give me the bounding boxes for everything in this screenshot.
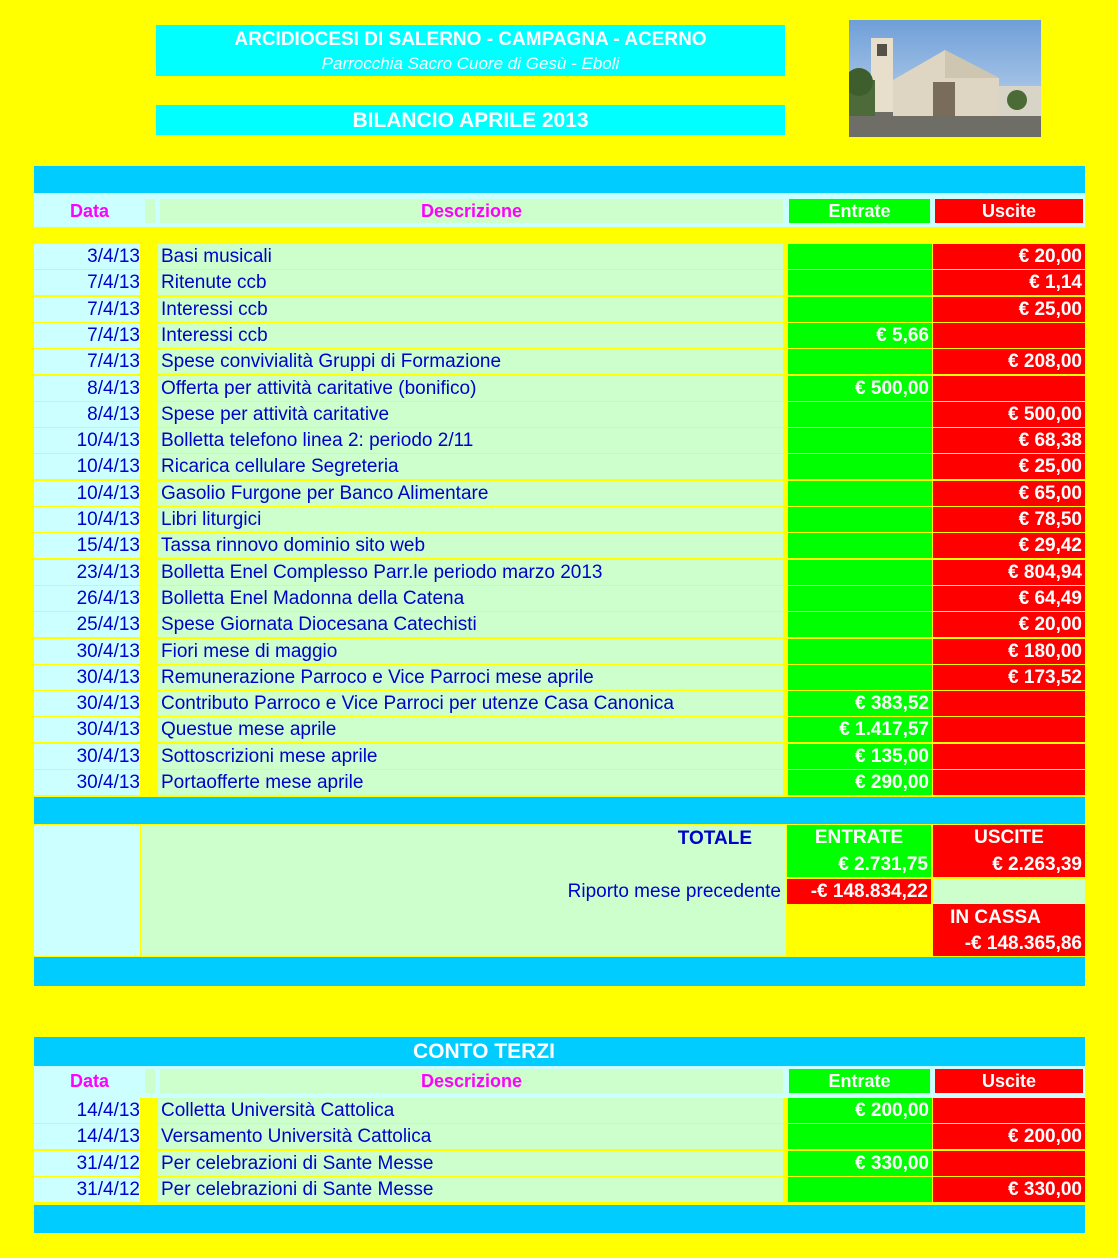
expense-total-label: USCITE <box>933 825 1085 877</box>
row-description: Spese per attività caritative <box>158 402 783 427</box>
report-title: BILANCIO APRILE 2013 <box>352 109 589 132</box>
row-date: 7/4/13 <box>34 270 140 295</box>
tp-col-desc-header: Descrizione <box>160 1069 783 1093</box>
table-row <box>34 244 1085 270</box>
table-row <box>34 665 1085 691</box>
row-income <box>788 639 932 664</box>
row-income <box>788 244 932 269</box>
row-date: 10/4/13 <box>34 454 140 479</box>
row-date: 10/4/13 <box>34 428 140 453</box>
col-separator <box>145 199 155 223</box>
row-date: 26/4/13 <box>34 586 140 611</box>
row-expense: € 64,49 <box>933 586 1085 611</box>
row-date: 30/4/13 <box>34 691 140 716</box>
totals-left-cell <box>34 825 140 956</box>
table-row <box>34 1151 1085 1177</box>
row-description: Ritenute ccb <box>158 270 783 295</box>
row-income <box>788 1177 932 1202</box>
row-expense <box>933 744 1085 769</box>
row-income: € 383,52 <box>788 691 932 716</box>
row-expense: € 25,00 <box>933 297 1085 322</box>
row-description: Interessi ccb <box>158 323 783 348</box>
row-income <box>788 560 932 585</box>
expense-total-value: € 2.263,39 <box>992 854 1082 875</box>
row-expense <box>933 717 1085 742</box>
third-party-title: CONTO TERZI <box>413 1040 555 1063</box>
row-description: Sottoscrizioni mese aprile <box>158 744 783 769</box>
row-description: Basi musicali <box>158 244 783 269</box>
table-row <box>34 586 1085 612</box>
row-date: 25/4/13 <box>34 612 140 637</box>
table-row <box>34 402 1085 428</box>
table-top-bar <box>34 166 1085 193</box>
row-description: Offerta per attività caritative (bonifico) <box>158 376 783 401</box>
row-income <box>788 665 932 690</box>
table-row <box>34 507 1085 533</box>
col-desc-header: Descrizione <box>160 199 783 223</box>
table-row <box>34 533 1085 559</box>
table-row <box>34 717 1085 743</box>
rows-bottom-bar <box>34 797 1085 824</box>
row-expense: € 25,00 <box>933 454 1085 479</box>
row-income <box>788 1124 932 1149</box>
row-income: € 200,00 <box>788 1098 932 1123</box>
row-date: 30/4/13 <box>34 717 140 742</box>
row-description: Fiori mese di maggio <box>158 639 783 664</box>
row-income <box>788 428 932 453</box>
table-row <box>34 481 1085 507</box>
row-description: Colletta Università Cattolica <box>158 1098 783 1123</box>
cash-label: IN CASSA <box>950 907 1041 928</box>
row-date: 31/4/12 <box>34 1177 140 1202</box>
diocese-header <box>156 25 785 76</box>
row-date: 30/4/13 <box>34 744 140 769</box>
row-date: 14/4/13 <box>34 1098 140 1123</box>
row-income <box>788 270 932 295</box>
row-description: Questue mese aprile <box>158 717 783 742</box>
parish-name: Parrocchia Sacro Cuore di Gesù - Eboli <box>321 54 620 73</box>
table-row <box>34 323 1085 349</box>
row-description: Libri liturgici <box>158 507 783 532</box>
row-description: Portaofferte mese aprile <box>158 770 783 795</box>
row-expense: € 173,52 <box>933 665 1085 690</box>
row-description: Versamento Università Cattolica <box>158 1124 783 1149</box>
table-row <box>34 612 1085 638</box>
row-income <box>788 454 932 479</box>
row-description: Per celebrazioni di Sante Messe <box>158 1177 783 1202</box>
row-expense <box>933 1098 1085 1123</box>
row-description: Per celebrazioni di Sante Messe <box>158 1151 783 1176</box>
income-total-label: ENTRATE <box>787 825 931 877</box>
tp-col-expense-header: Uscite <box>935 1069 1083 1093</box>
table-row <box>34 376 1085 402</box>
col-income-header: Entrate <box>789 199 930 223</box>
row-income <box>788 297 932 322</box>
row-expense <box>933 376 1085 401</box>
row-date: 7/4/13 <box>34 297 140 322</box>
report-title-box <box>156 105 785 135</box>
carry-expense-cell <box>933 879 1085 904</box>
row-description: Bolletta Enel Complesso Parr.le periodo marzo 2013 <box>158 560 783 585</box>
row-description: Remunerazione Parroco e Vice Parroci mese aprile <box>158 665 783 690</box>
row-expense: € 20,00 <box>933 244 1085 269</box>
row-date: 30/4/13 <box>34 665 140 690</box>
row-description: Contributo Parroco e Vice Parroci per utenze Casa Canonica <box>158 691 783 716</box>
table-row <box>34 691 1085 717</box>
row-description: Interessi ccb <box>158 297 783 322</box>
tp-bottom-bar <box>34 1205 1085 1233</box>
row-date: 7/4/13 <box>34 323 140 348</box>
diocese-title: ARCIDIOCESI DI SALERNO - CAMPAGNA - ACERNO <box>234 29 707 50</box>
row-expense: € 180,00 <box>933 639 1085 664</box>
row-expense <box>933 323 1085 348</box>
row-description: Ricarica cellulare Segreteria <box>158 454 783 479</box>
totals-bottom-bar <box>34 957 1085 986</box>
tp-col-date-header: Data <box>69 1071 109 1091</box>
row-date: 7/4/13 <box>34 349 140 374</box>
row-expense: € 208,00 <box>933 349 1085 374</box>
table-row <box>34 639 1085 665</box>
col-expense-header: Uscite <box>935 199 1083 223</box>
row-expense: € 1,14 <box>933 270 1085 295</box>
table-row <box>34 1098 1085 1124</box>
row-income <box>788 402 932 427</box>
row-expense: € 200,00 <box>933 1124 1085 1149</box>
row-income <box>788 612 932 637</box>
row-income: € 330,00 <box>788 1151 932 1176</box>
table-row <box>34 349 1085 375</box>
row-income <box>788 533 932 558</box>
row-date: 8/4/13 <box>34 402 140 427</box>
row-income: € 500,00 <box>788 376 932 401</box>
row-expense: € 500,00 <box>933 402 1085 427</box>
table-row <box>34 744 1085 770</box>
row-expense: € 330,00 <box>933 1177 1085 1202</box>
row-date: 30/4/13 <box>34 639 140 664</box>
table-row <box>34 270 1085 296</box>
row-expense <box>933 1151 1085 1176</box>
carry-label: Riporto mese precedente <box>567 881 781 902</box>
row-date: 10/4/13 <box>34 507 140 532</box>
row-date: 14/4/13 <box>34 1124 140 1149</box>
row-expense <box>933 770 1085 795</box>
table-row <box>34 428 1085 454</box>
row-expense: € 29,42 <box>933 533 1085 558</box>
row-expense: € 804,94 <box>933 560 1085 585</box>
row-description: Spese Giornata Diocesana Catechisti <box>158 612 783 637</box>
totals-label: TOTALE <box>677 828 752 849</box>
tp-col-income-header: Entrate <box>789 1069 930 1093</box>
row-expense: € 68,38 <box>933 428 1085 453</box>
row-description: Bolletta Enel Madonna della Catena <box>158 586 783 611</box>
row-date: 15/4/13 <box>34 533 140 558</box>
row-income <box>788 586 932 611</box>
cash-value: -€ 148.365,86 <box>964 933 1082 954</box>
row-date: 8/4/13 <box>34 376 140 401</box>
row-income: € 290,00 <box>788 770 932 795</box>
church-photo <box>849 20 1041 137</box>
carry-value: -€ 148.834,22 <box>787 879 931 904</box>
table-row <box>34 560 1085 586</box>
row-expense: € 78,50 <box>933 507 1085 532</box>
row-income <box>788 481 932 506</box>
row-income: € 135,00 <box>788 744 932 769</box>
row-description: Gasolio Furgone per Banco Alimentare <box>158 481 783 506</box>
row-date: 10/4/13 <box>34 481 140 506</box>
table-row <box>34 1124 1085 1150</box>
table-row <box>34 297 1085 323</box>
row-date: 23/4/13 <box>34 560 140 585</box>
row-income: € 5,66 <box>788 323 932 348</box>
row-date: 31/4/12 <box>34 1151 140 1176</box>
row-expense: € 20,00 <box>933 612 1085 637</box>
row-income <box>788 507 932 532</box>
row-income <box>788 349 932 374</box>
row-date: 3/4/13 <box>34 244 140 269</box>
row-description: Bolletta telefono linea 2: periodo 2/11 <box>158 428 783 453</box>
row-income: € 1.417,57 <box>788 717 932 742</box>
tp-col-separator <box>145 1069 155 1093</box>
col-date-header: Data <box>38 199 141 223</box>
table-row <box>34 454 1085 480</box>
header-spacer <box>34 227 1085 241</box>
row-description: Tassa rinnovo dominio sito web <box>158 533 783 558</box>
row-description: Spese convivialità Gruppi di Formazione <box>158 349 783 374</box>
table-row <box>34 770 1085 796</box>
income-total-value: € 2.731,75 <box>838 854 928 875</box>
row-expense <box>933 691 1085 716</box>
row-date: 30/4/13 <box>34 770 140 795</box>
table-row <box>34 1177 1085 1203</box>
row-expense: € 65,00 <box>933 481 1085 506</box>
